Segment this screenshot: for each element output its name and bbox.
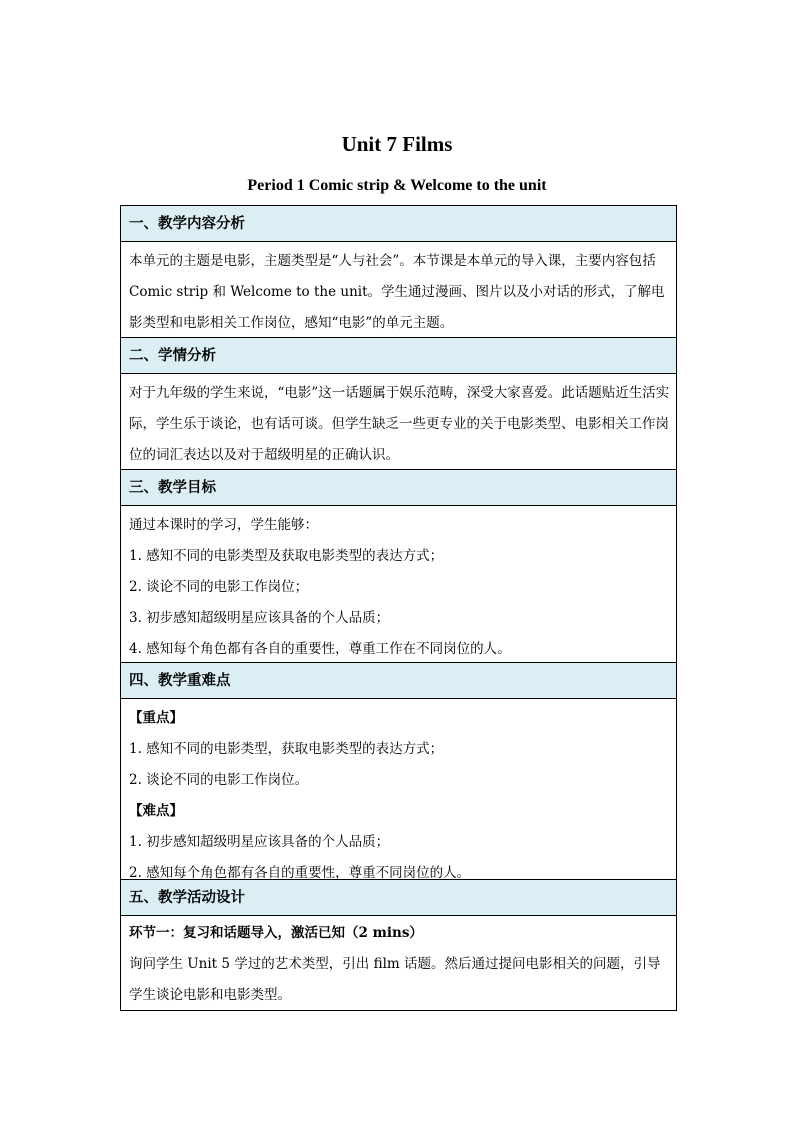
section-heading-student-analysis: 二、学情分析 bbox=[121, 338, 676, 374]
section-body-key-points bbox=[121, 699, 676, 880]
section-heading-content-analysis: 一、教学内容分析 bbox=[121, 206, 676, 242]
content-analysis-text: 本单元的主题是电影，主题类型是“人与社会”。本节课是本单元的导入课，主要内容包括 Comic strip 和 Welcome to the unit。学生通过漫画、图片以及小对话的形式，了解电影类型和电影相关工作岗位，感知“电影”的单元主题。 bbox=[129, 253, 665, 331]
difficult-points-label: 【难点】 bbox=[129, 803, 183, 819]
section-heading-key-points: 四、教学重难点 bbox=[121, 663, 676, 699]
lesson-plan-table bbox=[120, 205, 677, 1011]
objective-item: 4. 感知每个角色都有各自的重要性，尊重工作在不同岗位的人。 bbox=[129, 641, 511, 657]
key-point-item: 1. 感知不同的电影类型，获取电影类型的表达方式； bbox=[129, 741, 444, 757]
difficult-point-item: 2. 感知每个角色都有各自的重要性，尊重不同岗位的人。 bbox=[129, 865, 471, 881]
key-points-label: 【重点】 bbox=[129, 710, 183, 726]
section-body-student-analysis bbox=[121, 374, 676, 470]
section-heading-activities: 五、教学活动设计 bbox=[121, 880, 676, 916]
objective-item: 2. 谈论不同的电影工作岗位； bbox=[129, 579, 309, 595]
objective-item: 1. 感知不同的电影类型及获取电影类型的表达方式； bbox=[129, 548, 444, 564]
difficult-point-item: 1. 初步感知超级明星应该具备的个人品质； bbox=[129, 834, 390, 850]
objectives-intro: 通过本课时的学习，学生能够： bbox=[129, 517, 318, 533]
key-point-item: 2. 谈论不同的电影工作岗位。 bbox=[129, 772, 309, 788]
section-body-objectives bbox=[121, 506, 676, 663]
section-body-content-analysis bbox=[121, 242, 676, 338]
objective-item: 3. 初步感知超级明星应该具备的个人品质； bbox=[129, 610, 390, 626]
section-body-activities bbox=[121, 916, 676, 1010]
student-analysis-text: 对于九年级的学生来说，“电影”这一话题属于娱乐范畴，深受大家喜爱。此话题贴近生活实际，学生乐于谈论，也有话可谈。但学生缺乏一些更专业的关于电影类型、电影相关工作岗位的词汇表达以及对于超级明星的正确认识。 bbox=[129, 385, 670, 463]
document-subtitle: Period 1 Comic strip & Welcome to the unit bbox=[247, 177, 547, 194]
section-heading-objectives: 三、教学目标 bbox=[121, 470, 676, 506]
activity-step-text: 询问学生 Unit 5 学过的艺术类型，引出 film 话题。然后通过提问电影相关的问题，引导学生谈论电影和电影类型。 bbox=[129, 956, 661, 1003]
activity-step-title: 环节一：复习和话题导入，激活已知（2 mins） bbox=[129, 925, 423, 941]
document-title: Unit 7 Films bbox=[341, 132, 453, 156]
